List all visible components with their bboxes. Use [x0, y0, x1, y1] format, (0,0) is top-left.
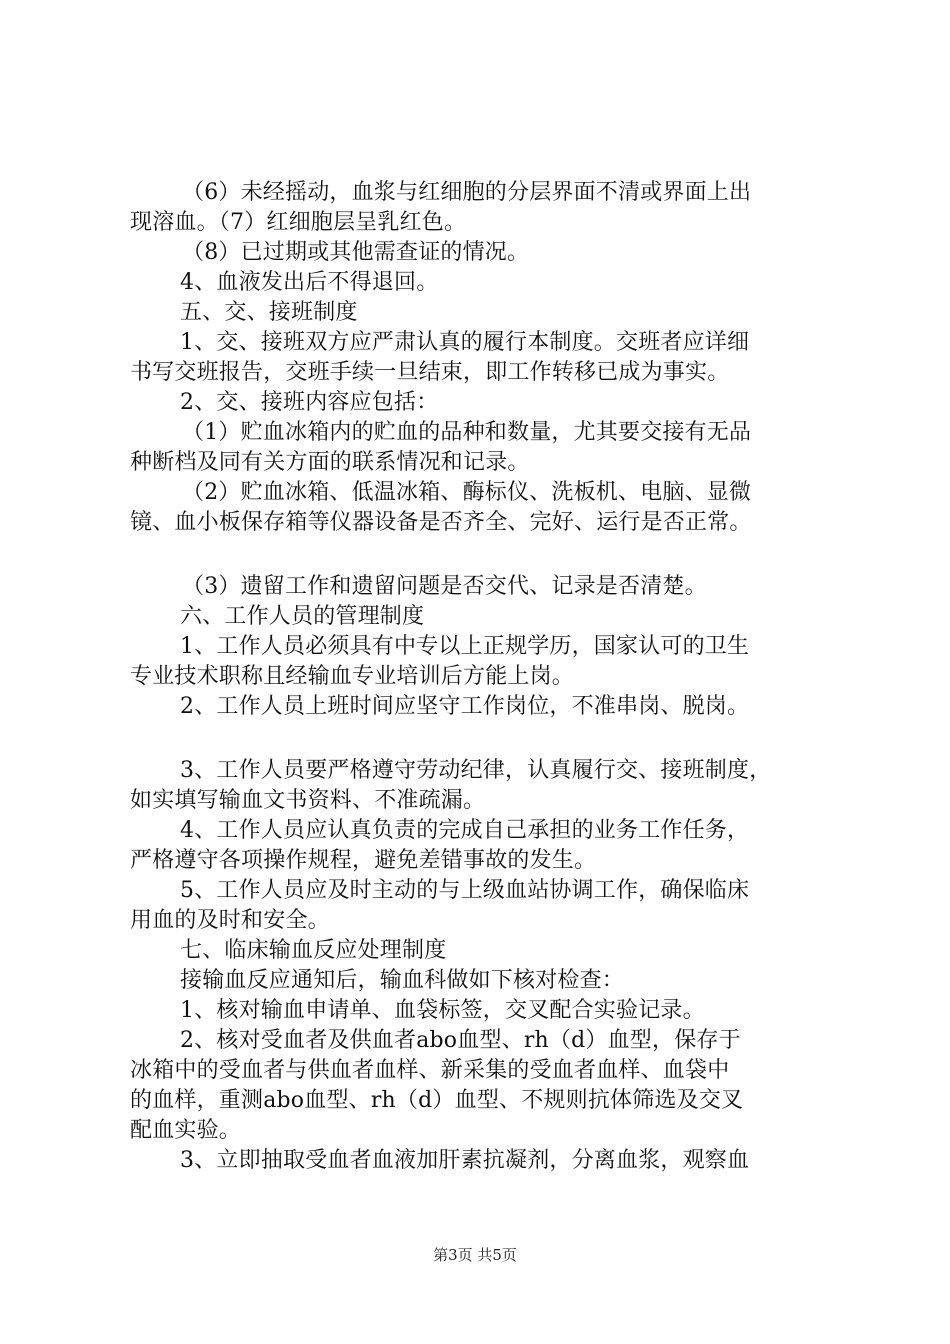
text-line: 如实填写输血文书资料、不准疏漏。: [130, 788, 486, 813]
blank-line: [130, 722, 830, 756]
page-footer: 第3页 共5页: [433, 1246, 517, 1264]
text-line: 3、立即抽取受血者血液加肝素抗凝剂，分离血浆，观察血: [180, 1148, 750, 1173]
text-line: 4、血液发出后不得退回。: [180, 270, 439, 295]
body-text: [130, 178, 830, 1176]
text-line: 4、工作人员应认真负责的完成自己承担的业务工作任务，: [180, 818, 750, 843]
text-line: 镜、血小板保存箱等仪器设备是否齐全、完好、运行是否正常。: [130, 510, 752, 535]
text-line: 接输血反应通知后，输血科做如下核对检查：: [180, 968, 625, 993]
text-line: 冰箱中的受血者与供血者血样、新采集的受血者血样、血袋中: [130, 1058, 730, 1083]
text-line: 2、工作人员上班时间应坚守工作岗位，不准串岗、脱岗。: [180, 694, 750, 719]
blank-line: [130, 538, 830, 572]
text-line: 3、工作人员要严格遵守劳动纪律，认真履行交、接班制度，: [180, 758, 772, 783]
text-line: 严格遵守各项操作规程，避免差错事故的发生。: [130, 848, 597, 873]
text-line: 五、交、接班制度: [180, 300, 358, 325]
text-line: 种断档及同有关方面的联系情况和记录。: [130, 450, 530, 475]
text-line: （8）已过期或其他需查证的情况。: [182, 240, 530, 265]
text-line: （6）未经摇动，血浆与红细胞的分层界面不清或界面上出: [182, 180, 752, 205]
text-line: 的血样，重测abo血型、rh（d）血型、不规则抗体筛选及交叉: [130, 1088, 744, 1113]
text-line: 5、工作人员应及时主动的与上级血站协调工作，确保临床: [180, 878, 750, 903]
text-line: （1）贮血冰箱内的贮血的品种和数量，尤其要交接有无品: [182, 420, 752, 445]
text-line: 1、交、接班双方应严肃认真的履行本制度。交班者应详细: [180, 330, 750, 355]
text-line: 配血实验。: [130, 1118, 242, 1143]
text-line: 专业技术职称且经输血专业培训后方能上岗。: [130, 664, 575, 689]
text-line: （2）贮血冰箱、低温冰箱、酶标仪、洗板机、电脑、显微: [182, 480, 752, 505]
text-line: 六、工作人员的管理制度: [180, 604, 425, 629]
text-line: 2、核对受血者及供血者abo血型、rh（d）血型，保存于: [180, 1028, 741, 1053]
text-line: 用血的及时和安全。: [130, 908, 330, 933]
text-line: 2、交、接班内容应包括：: [180, 390, 439, 415]
text-line: （3）遗留工作和遗留问题是否交代、记录是否清楚。: [182, 574, 707, 599]
text-line: 现溶血。（7）红细胞层呈乳红色。: [130, 210, 467, 235]
text-line: 1、核对输血申请单、血袋标签，交叉配合实验记录。: [180, 998, 705, 1023]
text-line: 书写交班报告，交班手续一旦结束，即工作转移已成为事实。: [130, 360, 730, 385]
text-line: 七、临床输血反应处理制度: [180, 938, 447, 963]
text-line: 1、工作人员必须具有中专以上正规学历，国家认可的卫生: [180, 634, 750, 659]
